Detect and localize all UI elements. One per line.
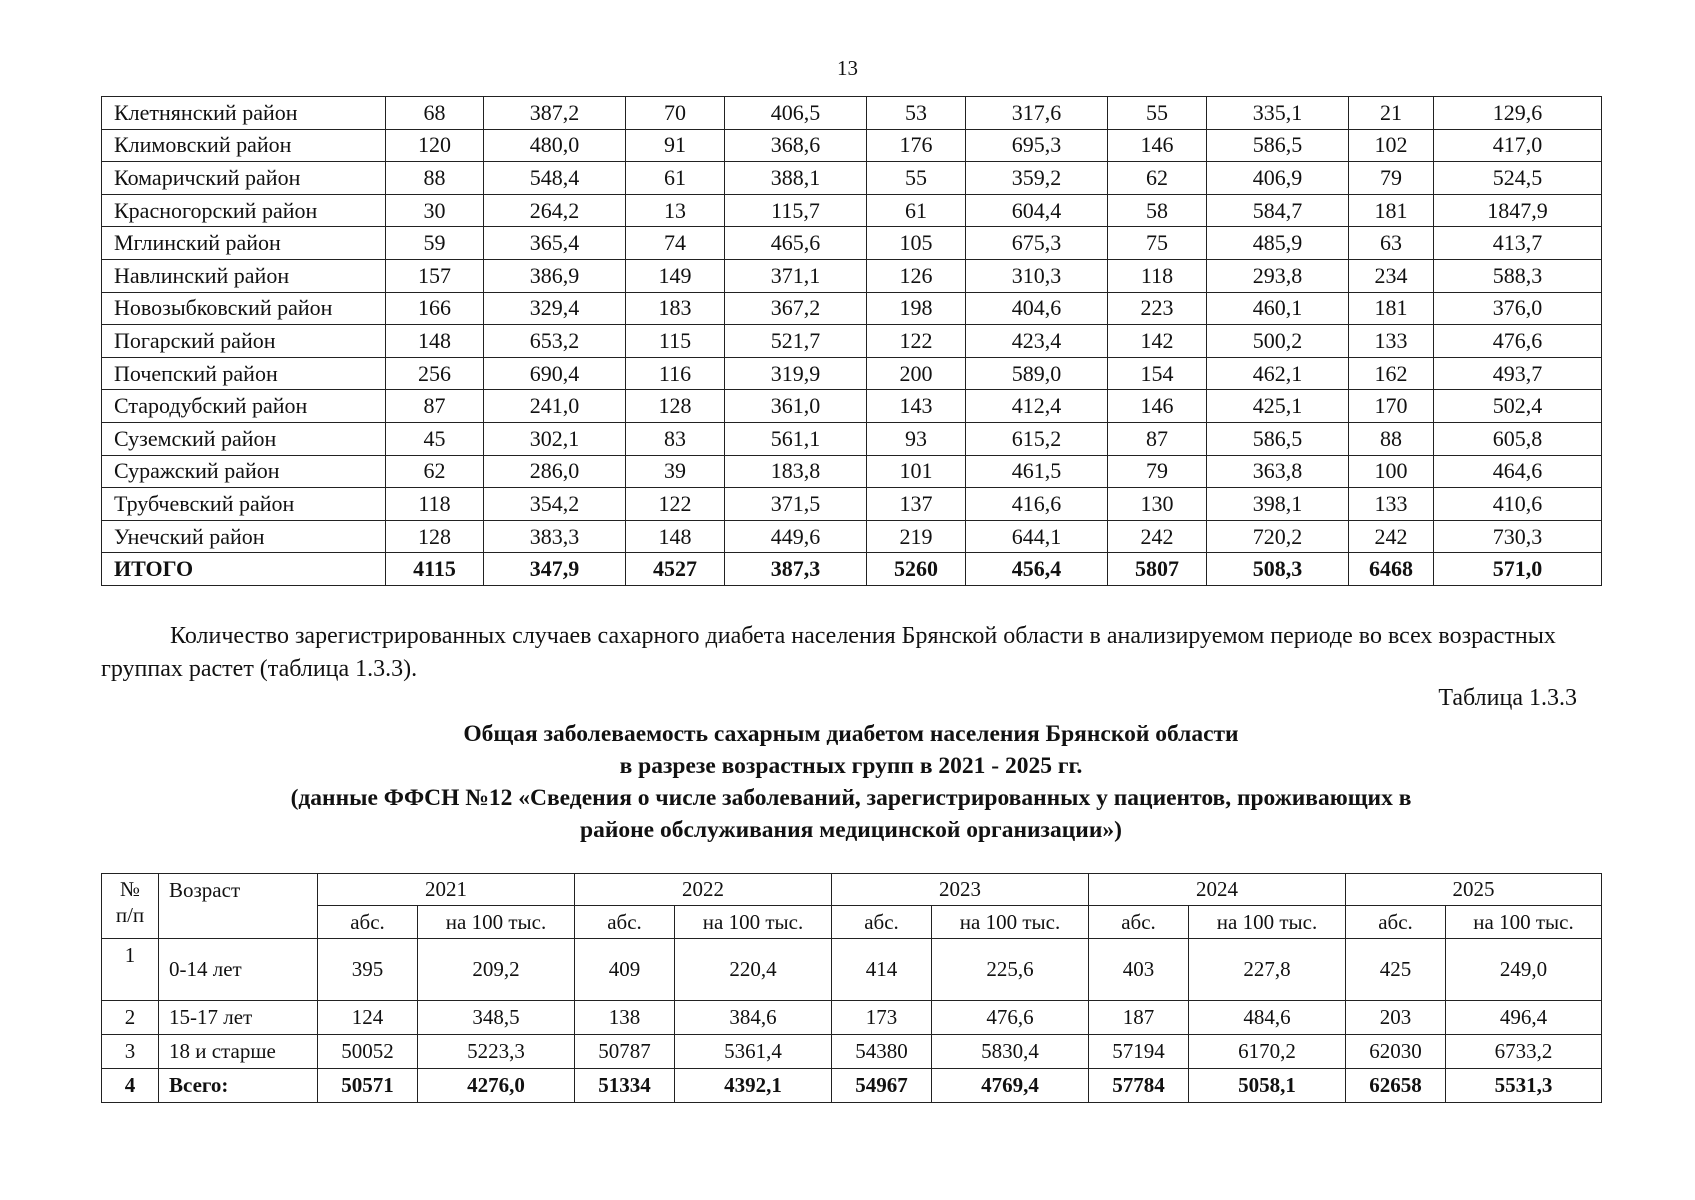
district-value: 162 bbox=[1349, 357, 1434, 390]
district-value: 365,4 bbox=[484, 227, 626, 260]
age-value: 173 bbox=[832, 1001, 932, 1035]
district-value: 88 bbox=[386, 162, 484, 195]
district-value: 143 bbox=[867, 390, 966, 423]
age-group: 18 и старше bbox=[159, 1035, 318, 1069]
age-value: 57784 bbox=[1089, 1069, 1189, 1103]
district-value: 122 bbox=[867, 325, 966, 358]
district-value: 367,2 bbox=[725, 292, 867, 325]
district-value: 242 bbox=[1349, 520, 1434, 553]
district-value: 13 bbox=[626, 194, 725, 227]
district-value: 149 bbox=[626, 259, 725, 292]
district-value: 116 bbox=[626, 357, 725, 390]
district-value: 398,1 bbox=[1207, 488, 1349, 521]
age-value: 384,6 bbox=[675, 1001, 832, 1035]
district-value: 502,4 bbox=[1434, 390, 1602, 423]
district-value: 129,6 bbox=[1434, 97, 1602, 130]
district-value: 493,7 bbox=[1434, 357, 1602, 390]
district-value: 383,3 bbox=[484, 520, 626, 553]
district-value: 500,2 bbox=[1207, 325, 1349, 358]
district-value: 317,6 bbox=[966, 97, 1108, 130]
header-year-2022: 2022 bbox=[575, 874, 832, 906]
district-value: 465,6 bbox=[725, 227, 867, 260]
district-value: 130 bbox=[1108, 488, 1207, 521]
district-value: 524,5 bbox=[1434, 162, 1602, 195]
district-value: 91 bbox=[626, 129, 725, 162]
table-title bbox=[101, 718, 1601, 846]
district-value: 363,8 bbox=[1207, 455, 1349, 488]
district-name: Унечский район bbox=[102, 520, 386, 553]
age-value: 50052 bbox=[318, 1035, 418, 1069]
district-value: 79 bbox=[1349, 162, 1434, 195]
age-value: 409 bbox=[575, 939, 675, 1001]
district-name: Погарский район bbox=[102, 325, 386, 358]
district-value: 55 bbox=[867, 162, 966, 195]
district-value: 388,1 bbox=[725, 162, 867, 195]
table-row bbox=[102, 292, 1602, 325]
district-value: 148 bbox=[626, 520, 725, 553]
total-value: 4527 bbox=[626, 553, 725, 586]
age-value: 5223,3 bbox=[418, 1035, 575, 1069]
total-value: 508,3 bbox=[1207, 553, 1349, 586]
table-row bbox=[102, 390, 1602, 423]
district-value: 412,4 bbox=[966, 390, 1108, 423]
district-value: 387,2 bbox=[484, 97, 626, 130]
district-value: 79 bbox=[1108, 455, 1207, 488]
district-value: 21 bbox=[1349, 97, 1434, 130]
district-value: 58 bbox=[1108, 194, 1207, 227]
district-value: 410,6 bbox=[1434, 488, 1602, 521]
district-value: 142 bbox=[1108, 325, 1207, 358]
district-incidence-table bbox=[101, 96, 1602, 586]
age-value: 5531,3 bbox=[1446, 1069, 1602, 1103]
header-year-2025: 2025 bbox=[1346, 874, 1602, 906]
district-value: 118 bbox=[1108, 259, 1207, 292]
age-value: 5058,1 bbox=[1189, 1069, 1346, 1103]
table-row bbox=[102, 939, 1602, 1001]
table-row bbox=[102, 488, 1602, 521]
age-value: 62030 bbox=[1346, 1035, 1446, 1069]
age-value: 203 bbox=[1346, 1001, 1446, 1035]
age-value: 124 bbox=[318, 1001, 418, 1035]
age-group: Всего: bbox=[159, 1069, 318, 1103]
total-row bbox=[102, 1069, 1602, 1103]
header-abs: абс. bbox=[318, 906, 418, 939]
district-name: Новозыбковский район bbox=[102, 292, 386, 325]
district-value: 100 bbox=[1349, 455, 1434, 488]
row-number: 3 bbox=[102, 1035, 159, 1069]
table-row bbox=[102, 1035, 1602, 1069]
district-value: 476,6 bbox=[1434, 325, 1602, 358]
district-value: 176 bbox=[867, 129, 966, 162]
district-value: 166 bbox=[386, 292, 484, 325]
district-value: 371,1 bbox=[725, 259, 867, 292]
district-value: 588,3 bbox=[1434, 259, 1602, 292]
total-value: 571,0 bbox=[1434, 553, 1602, 586]
age-group: 15-17 лет bbox=[159, 1001, 318, 1035]
district-value: 548,4 bbox=[484, 162, 626, 195]
district-value: 675,3 bbox=[966, 227, 1108, 260]
district-value: 146 bbox=[1108, 390, 1207, 423]
table-row bbox=[102, 194, 1602, 227]
district-value: 137 bbox=[867, 488, 966, 521]
district-name: Климовский район bbox=[102, 129, 386, 162]
district-value: 521,7 bbox=[725, 325, 867, 358]
district-name: Суземский район bbox=[102, 422, 386, 455]
district-name: Трубчевский район bbox=[102, 488, 386, 521]
district-value: 264,2 bbox=[484, 194, 626, 227]
age-value: 4276,0 bbox=[418, 1069, 575, 1103]
table-row bbox=[102, 520, 1602, 553]
district-value: 376,0 bbox=[1434, 292, 1602, 325]
title-line-1: Общая заболеваемость сахарным диабетом населения Брянской области bbox=[463, 721, 1239, 747]
district-value: 386,9 bbox=[484, 259, 626, 292]
district-value: 61 bbox=[867, 194, 966, 227]
district-value: 561,1 bbox=[725, 422, 867, 455]
district-value: 39 bbox=[626, 455, 725, 488]
district-value: 61 bbox=[626, 162, 725, 195]
district-value: 462,1 bbox=[1207, 357, 1349, 390]
district-value: 75 bbox=[1108, 227, 1207, 260]
district-value: 146 bbox=[1108, 129, 1207, 162]
age-value: 225,6 bbox=[932, 939, 1089, 1001]
district-value: 30 bbox=[386, 194, 484, 227]
age-value: 403 bbox=[1089, 939, 1189, 1001]
total-row bbox=[102, 553, 1602, 586]
district-value: 413,7 bbox=[1434, 227, 1602, 260]
district-value: 62 bbox=[1108, 162, 1207, 195]
district-value: 480,0 bbox=[484, 129, 626, 162]
district-value: 461,5 bbox=[966, 455, 1108, 488]
district-value: 128 bbox=[626, 390, 725, 423]
district-value: 59 bbox=[386, 227, 484, 260]
district-value: 319,9 bbox=[725, 357, 867, 390]
title-line-4: районе обслуживания медицинской организации») bbox=[580, 817, 1122, 843]
age-value: 414 bbox=[832, 939, 932, 1001]
district-value: 223 bbox=[1108, 292, 1207, 325]
age-value: 5361,4 bbox=[675, 1035, 832, 1069]
district-value: 371,5 bbox=[725, 488, 867, 521]
district-value: 74 bbox=[626, 227, 725, 260]
district-value: 115,7 bbox=[725, 194, 867, 227]
district-value: 368,6 bbox=[725, 129, 867, 162]
district-value: 406,5 bbox=[725, 97, 867, 130]
header-abs: абс. bbox=[832, 906, 932, 939]
district-value: 416,6 bbox=[966, 488, 1108, 521]
district-name: Суражский район bbox=[102, 455, 386, 488]
district-value: 170 bbox=[1349, 390, 1434, 423]
header-age: Возраст bbox=[159, 874, 318, 939]
header-abs: абс. bbox=[1346, 906, 1446, 939]
header-per100k: на 100 тыс. bbox=[675, 906, 832, 939]
district-value: 604,4 bbox=[966, 194, 1108, 227]
district-value: 198 bbox=[867, 292, 966, 325]
district-value: 310,3 bbox=[966, 259, 1108, 292]
total-value: 4115 bbox=[386, 553, 484, 586]
district-value: 133 bbox=[1349, 488, 1434, 521]
age-value: 51334 bbox=[575, 1069, 675, 1103]
age-value: 4769,4 bbox=[932, 1069, 1089, 1103]
age-value: 4392,1 bbox=[675, 1069, 832, 1103]
district-value: 1847,9 bbox=[1434, 194, 1602, 227]
district-value: 148 bbox=[386, 325, 484, 358]
table-row bbox=[102, 455, 1602, 488]
district-name: Клетнянский район bbox=[102, 97, 386, 130]
district-value: 102 bbox=[1349, 129, 1434, 162]
total-label: ИТОГО bbox=[102, 553, 386, 586]
row-number: 2 bbox=[102, 1001, 159, 1035]
district-value: 157 bbox=[386, 259, 484, 292]
district-value: 695,3 bbox=[966, 129, 1108, 162]
district-value: 449,6 bbox=[725, 520, 867, 553]
age-value: 484,6 bbox=[1189, 1001, 1346, 1035]
district-value: 70 bbox=[626, 97, 725, 130]
age-value: 496,4 bbox=[1446, 1001, 1602, 1035]
table-label: Таблица 1.3.3 bbox=[1438, 685, 1577, 711]
age-value: 54967 bbox=[832, 1069, 932, 1103]
district-value: 653,2 bbox=[484, 325, 626, 358]
header-number-line2: п/п bbox=[115, 903, 145, 927]
district-name: Красногорский район bbox=[102, 194, 386, 227]
total-value: 5807 bbox=[1108, 553, 1207, 586]
row-number: 4 bbox=[102, 1069, 159, 1103]
table-row bbox=[102, 97, 1602, 130]
district-value: 423,4 bbox=[966, 325, 1108, 358]
district-value: 589,0 bbox=[966, 357, 1108, 390]
district-value: 45 bbox=[386, 422, 484, 455]
age-value: 187 bbox=[1089, 1001, 1189, 1035]
district-value: 335,1 bbox=[1207, 97, 1349, 130]
district-value: 644,1 bbox=[966, 520, 1108, 553]
header-number-line1: № bbox=[119, 877, 141, 901]
district-value: 53 bbox=[867, 97, 966, 130]
body-paragraph: Количество зарегистрированных случаев сахарного диабета населения Брянской области в анализируемом периоде во всех возрастных группах растет (таблица 1.3.3). bbox=[101, 623, 1556, 682]
district-value: 460,1 bbox=[1207, 292, 1349, 325]
district-value: 219 bbox=[867, 520, 966, 553]
table-row bbox=[102, 422, 1602, 455]
age-value: 220,4 bbox=[675, 939, 832, 1001]
district-value: 87 bbox=[1108, 422, 1207, 455]
district-value: 417,0 bbox=[1434, 129, 1602, 162]
district-value: 690,4 bbox=[484, 357, 626, 390]
district-value: 101 bbox=[867, 455, 966, 488]
header-year-2023: 2023 bbox=[832, 874, 1089, 906]
table-row bbox=[102, 325, 1602, 358]
table-row bbox=[102, 129, 1602, 162]
district-value: 118 bbox=[386, 488, 484, 521]
header-per100k: на 100 тыс. bbox=[418, 906, 575, 939]
district-value: 615,2 bbox=[966, 422, 1108, 455]
district-value: 63 bbox=[1349, 227, 1434, 260]
district-value: 329,4 bbox=[484, 292, 626, 325]
age-value: 476,6 bbox=[932, 1001, 1089, 1035]
age-value: 57194 bbox=[1089, 1035, 1189, 1069]
table-row bbox=[102, 259, 1602, 292]
age-value: 5830,4 bbox=[932, 1035, 1089, 1069]
district-value: 286,0 bbox=[484, 455, 626, 488]
age-value: 50571 bbox=[318, 1069, 418, 1103]
district-value: 361,0 bbox=[725, 390, 867, 423]
total-value: 456,4 bbox=[966, 553, 1108, 586]
district-value: 181 bbox=[1349, 292, 1434, 325]
age-value: 209,2 bbox=[418, 939, 575, 1001]
district-value: 128 bbox=[386, 520, 484, 553]
page-number: 13 bbox=[837, 56, 858, 80]
district-value: 181 bbox=[1349, 194, 1434, 227]
district-value: 62 bbox=[386, 455, 484, 488]
district-value: 586,5 bbox=[1207, 422, 1349, 455]
district-value: 406,9 bbox=[1207, 162, 1349, 195]
age-group: 0-14 лет bbox=[159, 939, 318, 1001]
district-value: 720,2 bbox=[1207, 520, 1349, 553]
district-value: 183 bbox=[626, 292, 725, 325]
district-value: 183,8 bbox=[725, 455, 867, 488]
total-value: 6468 bbox=[1349, 553, 1434, 586]
age-value: 348,5 bbox=[418, 1001, 575, 1035]
district-value: 93 bbox=[867, 422, 966, 455]
total-value: 347,9 bbox=[484, 553, 626, 586]
district-name: Мглинский район bbox=[102, 227, 386, 260]
age-value: 227,8 bbox=[1189, 939, 1346, 1001]
age-value: 54380 bbox=[832, 1035, 932, 1069]
total-value: 5260 bbox=[867, 553, 966, 586]
district-value: 359,2 bbox=[966, 162, 1108, 195]
district-value: 404,6 bbox=[966, 292, 1108, 325]
district-value: 105 bbox=[867, 227, 966, 260]
district-value: 464,6 bbox=[1434, 455, 1602, 488]
district-value: 354,2 bbox=[484, 488, 626, 521]
district-name: Навлинский район bbox=[102, 259, 386, 292]
district-name: Стародубский район bbox=[102, 390, 386, 423]
district-value: 293,8 bbox=[1207, 259, 1349, 292]
district-value: 87 bbox=[386, 390, 484, 423]
district-value: 234 bbox=[1349, 259, 1434, 292]
age-value: 6170,2 bbox=[1189, 1035, 1346, 1069]
district-value: 133 bbox=[1349, 325, 1434, 358]
age-value: 62658 bbox=[1346, 1069, 1446, 1103]
district-value: 241,0 bbox=[484, 390, 626, 423]
age-value: 425 bbox=[1346, 939, 1446, 1001]
district-value: 584,7 bbox=[1207, 194, 1349, 227]
age-value: 6733,2 bbox=[1446, 1035, 1602, 1069]
header-year-2024: 2024 bbox=[1089, 874, 1346, 906]
district-name: Комаричский район bbox=[102, 162, 386, 195]
table-row bbox=[102, 357, 1602, 390]
district-value: 605,8 bbox=[1434, 422, 1602, 455]
total-value: 387,3 bbox=[725, 553, 867, 586]
title-line-3: (данные ФФСН №12 «Сведения о числе заболеваний, зарегистрированных у пациентов, проживающих в bbox=[290, 785, 1412, 811]
age-value: 138 bbox=[575, 1001, 675, 1035]
district-name: Почепский район bbox=[102, 357, 386, 390]
header-number bbox=[102, 874, 159, 939]
district-value: 120 bbox=[386, 129, 484, 162]
district-value: 425,1 bbox=[1207, 390, 1349, 423]
title-line-2: в разрезе возрастных групп в 2021 - 2025 гг. bbox=[619, 753, 1083, 779]
table-row bbox=[102, 1001, 1602, 1035]
district-value: 586,5 bbox=[1207, 129, 1349, 162]
district-value: 302,1 bbox=[484, 422, 626, 455]
district-value: 55 bbox=[1108, 97, 1207, 130]
age-value: 249,0 bbox=[1446, 939, 1602, 1001]
district-value: 485,9 bbox=[1207, 227, 1349, 260]
age-group-table bbox=[101, 873, 1602, 1103]
district-value: 256 bbox=[386, 357, 484, 390]
district-value: 88 bbox=[1349, 422, 1434, 455]
district-value: 122 bbox=[626, 488, 725, 521]
district-value: 68 bbox=[386, 97, 484, 130]
district-value: 83 bbox=[626, 422, 725, 455]
age-value: 50787 bbox=[575, 1035, 675, 1069]
table-row bbox=[102, 227, 1602, 260]
district-value: 115 bbox=[626, 325, 725, 358]
district-value: 730,3 bbox=[1434, 520, 1602, 553]
header-abs: абс. bbox=[1089, 906, 1189, 939]
district-value: 126 bbox=[867, 259, 966, 292]
age-value: 395 bbox=[318, 939, 418, 1001]
header-abs: абс. bbox=[575, 906, 675, 939]
table-row bbox=[102, 162, 1602, 195]
district-value: 154 bbox=[1108, 357, 1207, 390]
header-per100k: на 100 тыс. bbox=[1189, 906, 1346, 939]
district-value: 242 bbox=[1108, 520, 1207, 553]
district-value: 200 bbox=[867, 357, 966, 390]
header-year-2021: 2021 bbox=[318, 874, 575, 906]
row-number: 1 bbox=[102, 939, 159, 1001]
header-per100k: на 100 тыс. bbox=[1446, 906, 1602, 939]
header-per100k: на 100 тыс. bbox=[932, 906, 1089, 939]
